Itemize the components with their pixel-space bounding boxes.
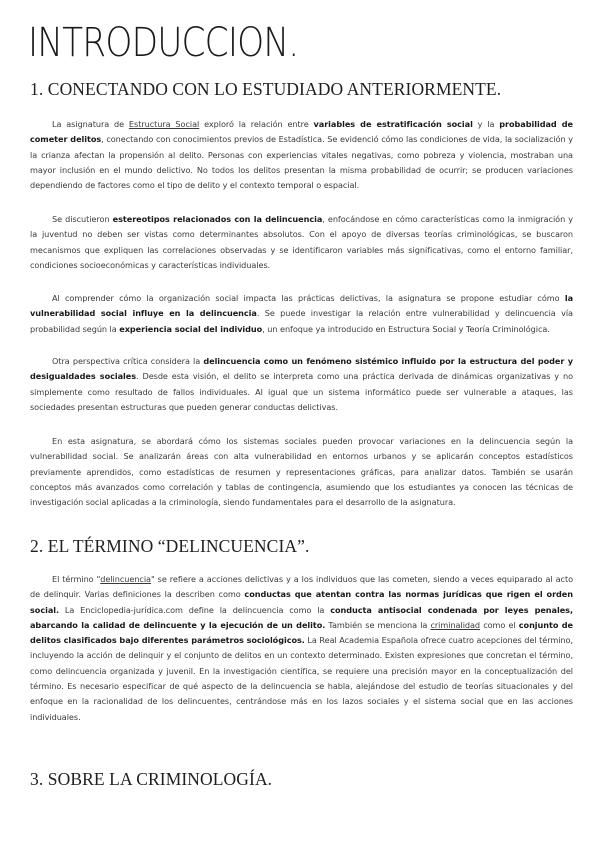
section-heading-2: 2. EL TÉRMINO “DELINCUENCIA”. xyxy=(30,536,310,556)
link-estructura-social: Estructura Social xyxy=(128,119,200,129)
paragraph-1: La asignatura de Estructura Social exploró la relación entre variables de estratificación social y la probabilidad de cometer delitos, conectando con conocimientos previos de Estadística. Se evidenció cómo las condiciones de vida, la socialización y la crianza afectan la propensión al delito. Personas con experiencias vitales negativas, como pobreza y violencia, mostraban una mayor inclusión en el mundo delictivo. No todos los delitos presentan la misma probabilidad de ocurrir; se producen variaciones dependiendo de factores como el tipo de delito y el contexto temporal o espacial. xyxy=(30,119,573,191)
page-title: INTRODUCCION. xyxy=(28,20,299,66)
paragraph-2: Se discutieron estereotipos relacionados con la delincuencia, enfocándose en cómo características como la inmigración y la juventud no deben ser vistas como determinantes absolutos. Con el apoyo de diversas teorías criminológicas, se buscaron mecanismos que expliquen las correlaciones observadas y se identificaron variables más significativas, como el entorno familiar, condiciones socioeconómicas y características individuales. xyxy=(30,214,574,270)
paragraph-3: Al comprender cómo la organización social impacta las prácticas delictivas, la asignatura se propone estudiar cómo la vulnerabilidad social influye en la delincuencia. Se puede investigar la relación entre vulnerabilidad y delincuencia vía probabilidad según la experiencia social del individuo, un enfoque ya introducido en Estructura Social y Teoría Criminológica. xyxy=(30,293,573,334)
paragraph-5: En esta asignatura, se abordará cómo los sistemas sociales pueden provocar variaciones en la delincuencia según la vulnerabilidad social. Se analizarán áreas con alta vulnerabilidad en entornos urbanos y se aplicarán conceptos estadísticos previamente aprendidos, como estadísticas de resumen y representaciones gráficas, para analizar datos. También se usarán conceptos más avanzados como correlación y tablas de contingencia, asumiendo que los estudiantes ya conocen las técnicas de investigación social aplicadas a la criminología, siendo fundamentales para el desarrollo de la asignatura. xyxy=(30,436,573,508)
section-heading-3: 3. SOBRE LA CRIMINOLOGÍA. xyxy=(30,769,273,789)
paragraph-4: Otra perspectiva crítica considera la delincuencia como un fenómeno sistémico influido por la estructura del poder y desigualdades sociales. Desde esta visión, el delito se interpreta como una práctica derivada de dinámicas organizativas y no simplemente como resultado de fallos individuales. Al igual que un sistema informático puede ser vulnerable a ataques, las sociedades presentan estructuras que pueden generar conductas delictivas. xyxy=(30,356,573,412)
paragraph-6: El término "delincuencia" se refiere a acciones delictivas y a los individuos que las cometen, siendo a veces equiparado al acto de delinquir. Varias definiciones la describen como conductas que atentan contra las normas jurídicas que rigen el orden social. La Enciclopedia-jurídica.com define la delincuencia como la conducta antisocial condenada por leyes penales, abarcando la calidad de delincuente y la ejecución de un delito. También se menciona la criminalidad como el conjunto de delitos clasificados bajo diferentes parámetros sociológicos. La Real Academia Española ofrece cuatro acepciones del término, incluyendo la acción de delinquir y el conjunto de delitos en un contexto determinado. Existen expresiones que concretan el término, como delincuencia organizada y juvenil. En la investigación científica, se requiere una precisión mayor en la conceptualización del término. Es necesario especificar de qué aspecto de la delincuencia se habla, alejándose del estudio de teorías situacionales y del enfoque en la racionalidad de los delincuentes, centrándose más en los lazos sociales y el sistema social que en las acciones individuales. xyxy=(30,574,573,722)
section-heading-1: 1. CONECTANDO CON LO ESTUDIADO ANTERIORMENTE. xyxy=(30,79,502,99)
